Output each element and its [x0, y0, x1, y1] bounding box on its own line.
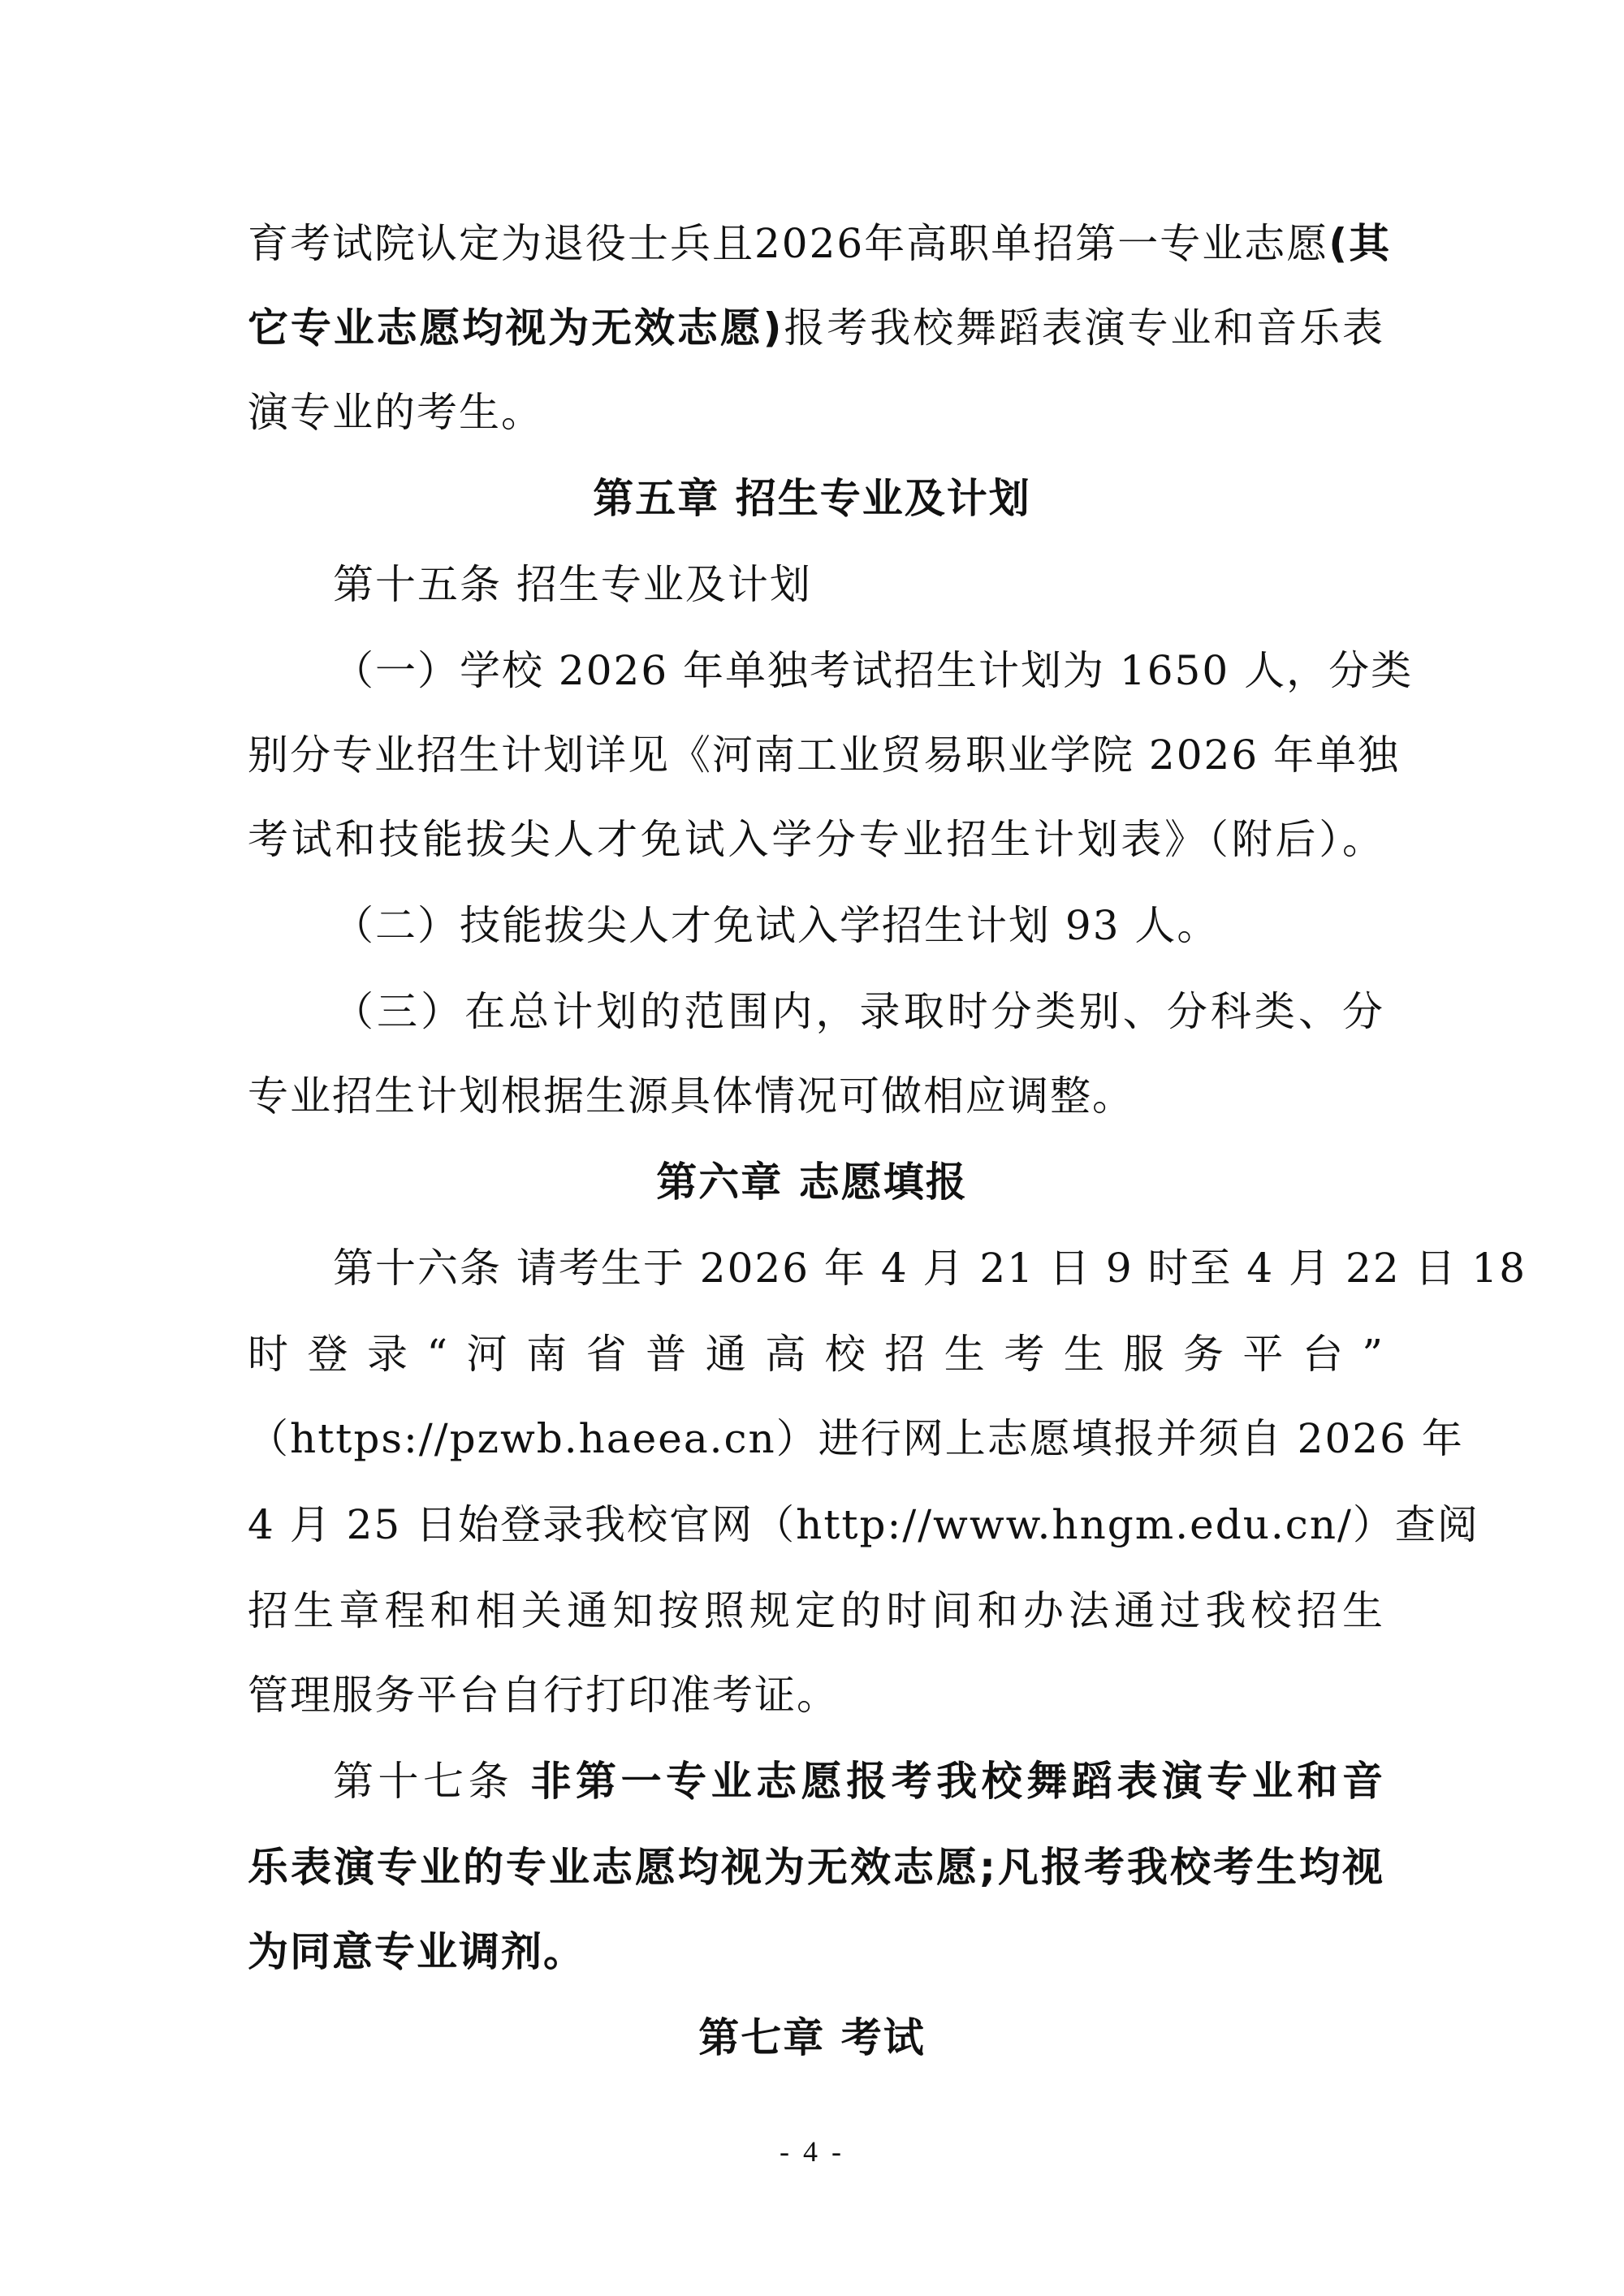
- article-15-item-1-line-1: （一）学校 2026 年单独考试招生计划为 1650 人，分类: [333, 647, 1414, 694]
- article-17-line-1-bold: 非第一专业志愿报考我校舞蹈表演专业和音: [530, 1758, 1384, 1805]
- article-16-line-6: 管理服务平台自行打印准考证。: [248, 1672, 839, 1719]
- intro-line-1: [248, 218, 1392, 270]
- article-17-line-3: 为同意专业调剂。: [248, 1928, 585, 1975]
- article-15-item-2: （二）技能拔尖人才免试入学招生计划 93 人。: [333, 902, 1220, 949]
- intro-line-1-bold: (其: [1328, 220, 1392, 267]
- intro-line-3: 演专业的考生。: [248, 389, 543, 436]
- article-16-line-5: 招生章程和相关通知按照规定的时间和办法通过我校招生: [248, 1587, 1384, 1634]
- intro-line-2-bold: 它专业志愿均视为无效志愿): [248, 304, 784, 352]
- article-17-label: 第十七条: [333, 1758, 531, 1805]
- article-16-line-3: （https://pzwb.haeea.cn）进行网上志愿填报并须自 2026 年: [248, 1415, 1464, 1462]
- intro-line-1-text: 育考试院认定为退役士兵且2026年高职单招第一专业志愿: [248, 220, 1329, 267]
- intro-line-2: [248, 302, 1384, 354]
- article-17-line-1: [333, 1755, 1384, 1807]
- article-16-line-4: 4 月 25 日始登录我校官网（http://www.hngm.edu.cn/）查阅: [248, 1501, 1479, 1548]
- article-16-line-2: 时登录“河南省普通高校招生考生服务平台”: [248, 1331, 1384, 1378]
- chapter-5-heading: 第五章 招生专业及计划: [593, 475, 1031, 522]
- article-15-item-3-line-1: （三）在总计划的范围内，录取时分类别、分科类、分: [333, 988, 1384, 1035]
- intro-line-2-text: 报考我校舞蹈表演专业和音乐表: [783, 304, 1384, 352]
- article-16-line-1: 第十六条 请考生于 2026 年 4 月 21 日 9 时至 4 月 22 日 18: [333, 1245, 1527, 1292]
- article-15-title: 第十五条 招生专业及计划: [333, 561, 812, 608]
- article-15-item-1-line-2: 别分专业招生计划详见《河南工业贸易职业学院 2026 年单独: [248, 732, 1401, 779]
- chapter-7-heading: 第七章 考试: [698, 2014, 926, 2061]
- page-number: - 4 -: [780, 2135, 844, 2168]
- article-15-item-1-line-3: 考试和技能拔尖人才免试入学分专业招生计划表》（附后）。: [248, 816, 1384, 863]
- article-15-item-3-line-2: 专业招生计划根据生源具体情况可做相应调整。: [248, 1072, 1134, 1120]
- chapter-6-heading: 第六章 志愿填报: [656, 1159, 968, 1206]
- article-17-line-2: 乐表演专业的专业志愿均视为无效志愿;凡报考我校考生均视: [248, 1844, 1384, 1891]
